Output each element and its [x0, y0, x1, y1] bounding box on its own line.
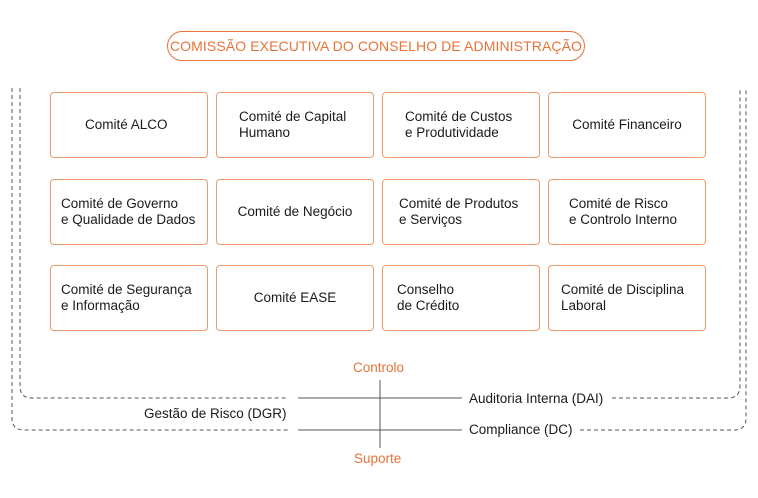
committee-risco-controlo: Comité de Risco e Controlo Interno [548, 179, 706, 245]
committee-ease: Comité EASE [216, 265, 374, 331]
committee-capital-humano: Comité de Capital Humano [216, 92, 374, 158]
conselho-credito: Conselho de Crédito [382, 265, 540, 331]
committee-negocio: Comité de Negócio [216, 179, 374, 245]
committee-alco: Comité ALCO [50, 92, 208, 158]
committee-produtos-servicos: Comité de Produtos e Serviços [382, 179, 540, 245]
committee-financeiro: Comité Financeiro [548, 92, 706, 158]
committee-disciplina-laboral: Comité de Disciplina Laboral [548, 265, 706, 331]
committee-seguranca-informacao: Comité de Segurança e Informação [50, 265, 208, 331]
auditoria-interna-label: Auditoria Interna (DAI) [469, 391, 604, 406]
gestao-risco-label: Gestão de Risco (DGR) [144, 406, 287, 421]
suporte-label: Suporte [354, 451, 402, 466]
committee-custos-produtividade: Comité de Custos e Produtividade [382, 92, 540, 158]
compliance-label: Compliance (DC) [469, 422, 573, 437]
committee-governo-dados: Comité de Governo e Qualidade de Dados [50, 179, 208, 245]
executive-committee-title: COMISSÃO EXECUTIVA DO CONSELHO DE ADMINISTRAÇÃO [167, 31, 585, 61]
controlo-label: Controlo [353, 360, 405, 375]
